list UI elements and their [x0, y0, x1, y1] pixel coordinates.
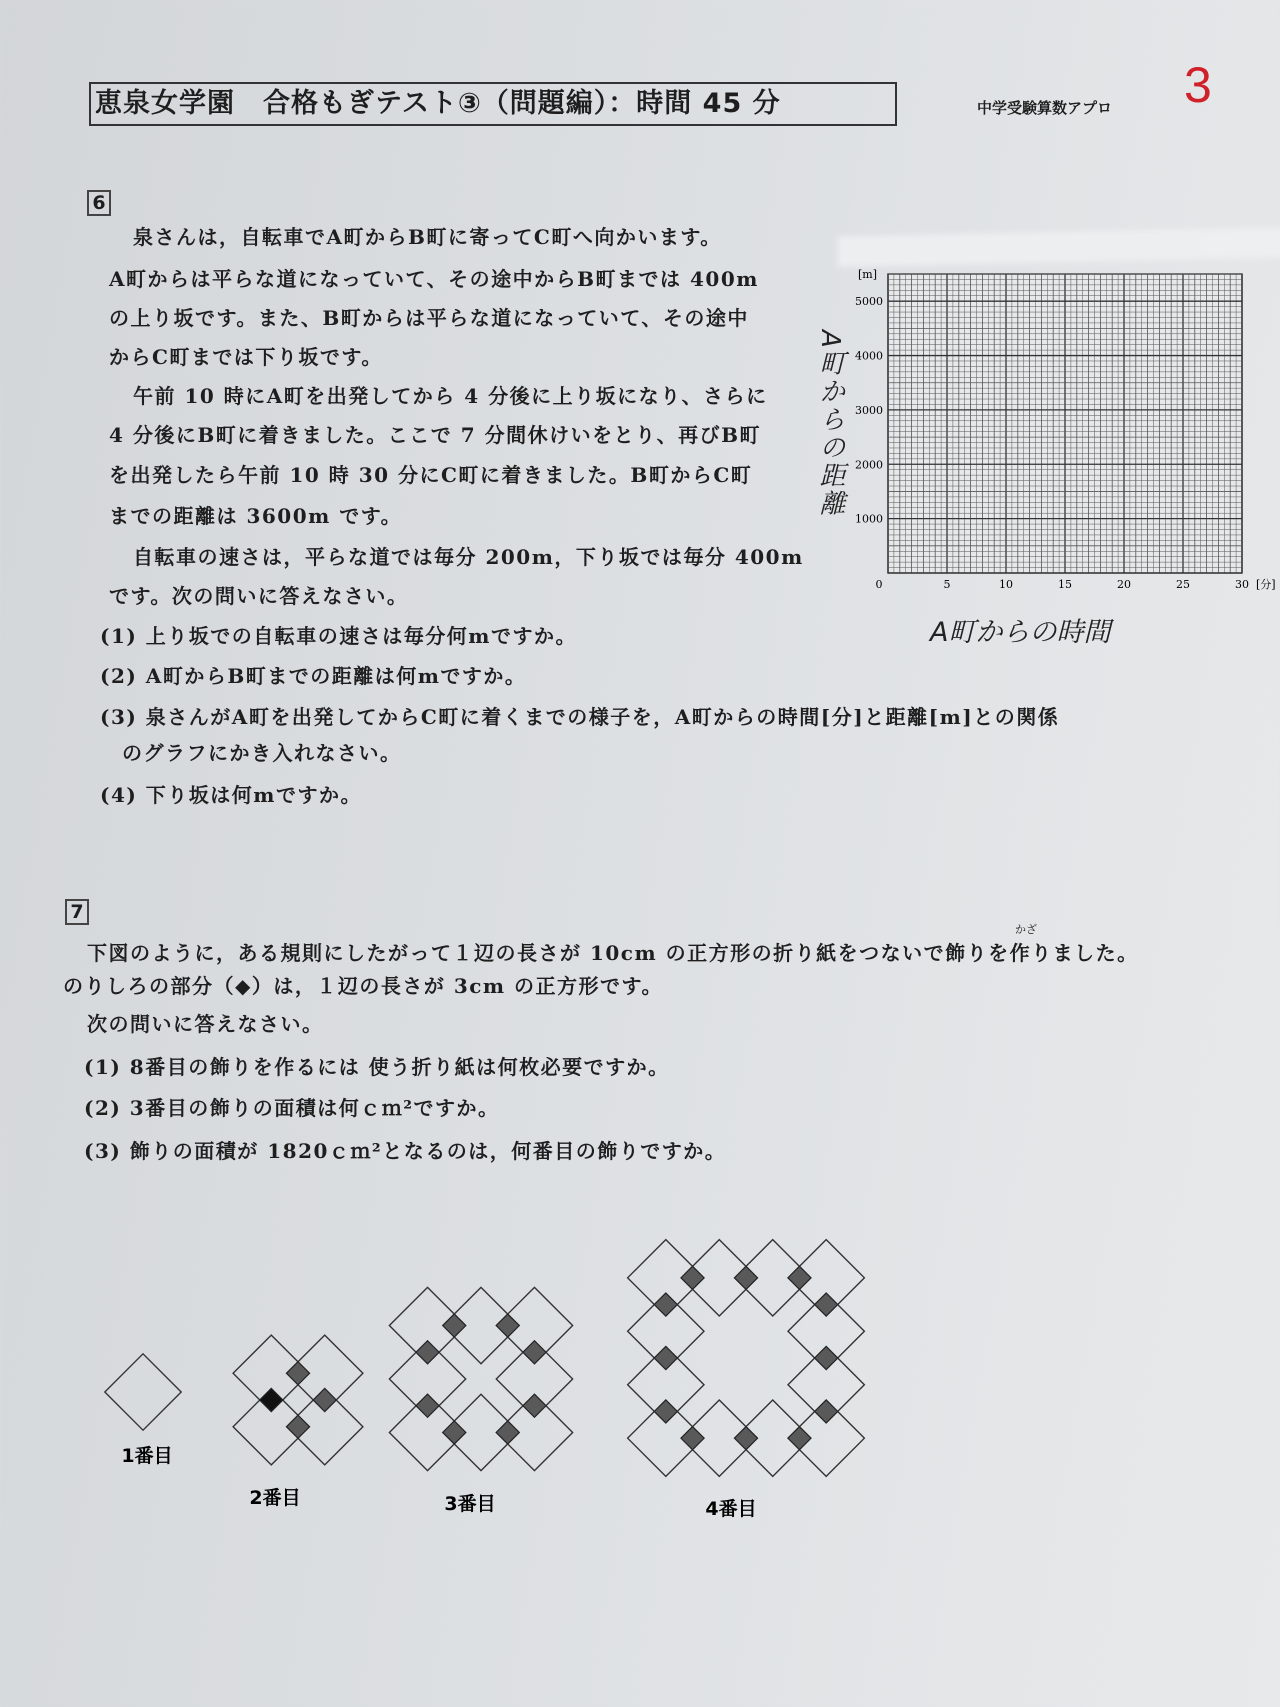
question-7-line: (2) 3番目の飾りの面積は何ｃｍ²ですか。: [84, 1096, 500, 1120]
glue-square: [287, 1415, 310, 1438]
x-unit-label: [分]: [1256, 578, 1276, 591]
glue-square: [313, 1389, 336, 1412]
question-6-line: までの距離は 3600m です。: [109, 504, 403, 528]
x-tick-label: 0: [875, 578, 883, 591]
y-tick-label: 2000: [855, 458, 883, 472]
question-6-line: の上り坂です。また、B町からは平らな道になっていて、その途中: [109, 306, 749, 330]
question-6-line: (2) A町からB町までの距離は何mですか。: [100, 664, 527, 688]
glue-square: [815, 1347, 838, 1370]
question-6-line: 4 分後にB町に着きました。ここで 7 分間休けいをとり、再びB町: [109, 423, 762, 447]
figure-4: [628, 1240, 865, 1477]
glue-square: [654, 1347, 677, 1370]
glue-square: [496, 1421, 519, 1444]
glue-square: [815, 1293, 838, 1316]
paper-square: [105, 1354, 181, 1430]
glue-square: [788, 1427, 811, 1450]
question-6-line: A町からは平らな道になっていて、その途中からB町までは 400m: [109, 267, 759, 291]
correction-tape: [838, 227, 1280, 266]
x-tick-label: 20: [1117, 578, 1131, 591]
question-7-number: 7: [65, 899, 89, 925]
glue-square: [260, 1389, 283, 1412]
glue-square: [443, 1314, 466, 1337]
glue-square: [788, 1266, 811, 1289]
question-6-line: (3) 泉さんがA町を出発してからC町に着くまでの様子を，A町からの時間[分]と距離[m]との関係: [100, 705, 1060, 729]
glue-square: [735, 1266, 758, 1289]
question-6-line: です。次の問いに答えなさい。: [109, 584, 409, 608]
question-6-line: を出発したら午前 10 時 30 分にC町に着きました。B町からC町: [109, 463, 753, 487]
page-title: 恵泉女学園 合格もぎテスト③（問題編）：時間 45 分: [89, 82, 897, 126]
question-6-line: (1) 上り坂での自転車の速さは毎分何mですか。: [100, 624, 577, 648]
x-tick-label: 5: [943, 578, 951, 591]
figure-label: 1番目: [121, 1445, 173, 1467]
y-tick-label: 5000: [855, 295, 883, 309]
glue-square: [416, 1341, 439, 1364]
question-7-line: (3) 飾りの面積が 1820ｃｍ²となるのは，何番目の飾りですか。: [84, 1139, 727, 1163]
glue-square: [443, 1421, 466, 1444]
page-number: 3: [1184, 57, 1212, 113]
figure-label: 3番目: [444, 1493, 496, 1515]
x-tick-label: 30: [1235, 578, 1249, 591]
figure-label: 2番目: [249, 1487, 301, 1509]
question-6-line: からC町までは下り坂です。: [109, 345, 383, 369]
glue-square: [681, 1427, 704, 1450]
x-tick-label: 10: [999, 578, 1013, 591]
glue-square: [735, 1427, 758, 1450]
question-7-line: 下図のように，ある規則にしたがって１辺の長さが 10cm の正方形の折り紙をつないで飾りを作りました。: [87, 941, 1139, 965]
question-6-line: 泉さんは，自転車でA町からB町に寄ってC町へ向かいます。: [133, 225, 722, 249]
question-6-line: のグラフにかき入れなさい。: [122, 741, 402, 765]
figure-3: [389, 1287, 572, 1470]
question-6-line: 午前 10 時にA町を出発してから 4 分後に上り坂になり、さらに: [133, 384, 768, 408]
x-tick-label: 25: [1176, 578, 1190, 591]
glue-square: [815, 1400, 838, 1423]
handwritten-y-label: A町からの距離: [815, 330, 845, 518]
figure-label: 4番目: [705, 1498, 757, 1520]
distance-time-graph[interactable]: [840, 265, 1280, 605]
glue-square: [523, 1341, 546, 1364]
glue-square: [654, 1293, 677, 1316]
question-7-line: 次の問いに答えなさい。: [87, 1012, 324, 1036]
y-tick-label: 1000: [855, 512, 883, 526]
y-tick-label: 4000: [855, 349, 883, 363]
x-tick-label: 15: [1058, 578, 1072, 591]
y-tick-label: 3000: [855, 403, 883, 417]
glue-square: [287, 1362, 310, 1385]
glue-square: [654, 1400, 677, 1423]
question-6-line: 自転車の速さは，平らな道では毎分 200m，下り坂では毎分 400m: [133, 545, 804, 569]
question-7-line: (1) 8番目の飾りを作るには 使う折り紙は何枚必要ですか。: [84, 1055, 670, 1079]
figure-2: [233, 1335, 363, 1465]
handwritten-x-label: A町からの時間: [930, 617, 1111, 648]
figure-1: [105, 1354, 181, 1430]
brand-label: 中学受験算数アプロ: [977, 99, 1113, 117]
question-6-line: (4) 下り坂は何mですか。: [100, 783, 362, 807]
glue-square: [681, 1266, 704, 1289]
y-unit-label: [m]: [858, 268, 878, 281]
glue-square: [496, 1314, 519, 1337]
question-7-line: のりしろの部分（◆）は，１辺の長さが 3cm の正方形です。: [63, 974, 663, 998]
glue-square: [523, 1394, 546, 1417]
decoration-figures: [0, 1200, 1280, 1540]
furigana-kazari: かざ: [1015, 923, 1037, 936]
question-6-number: 6: [87, 190, 111, 216]
glue-square: [416, 1394, 439, 1417]
